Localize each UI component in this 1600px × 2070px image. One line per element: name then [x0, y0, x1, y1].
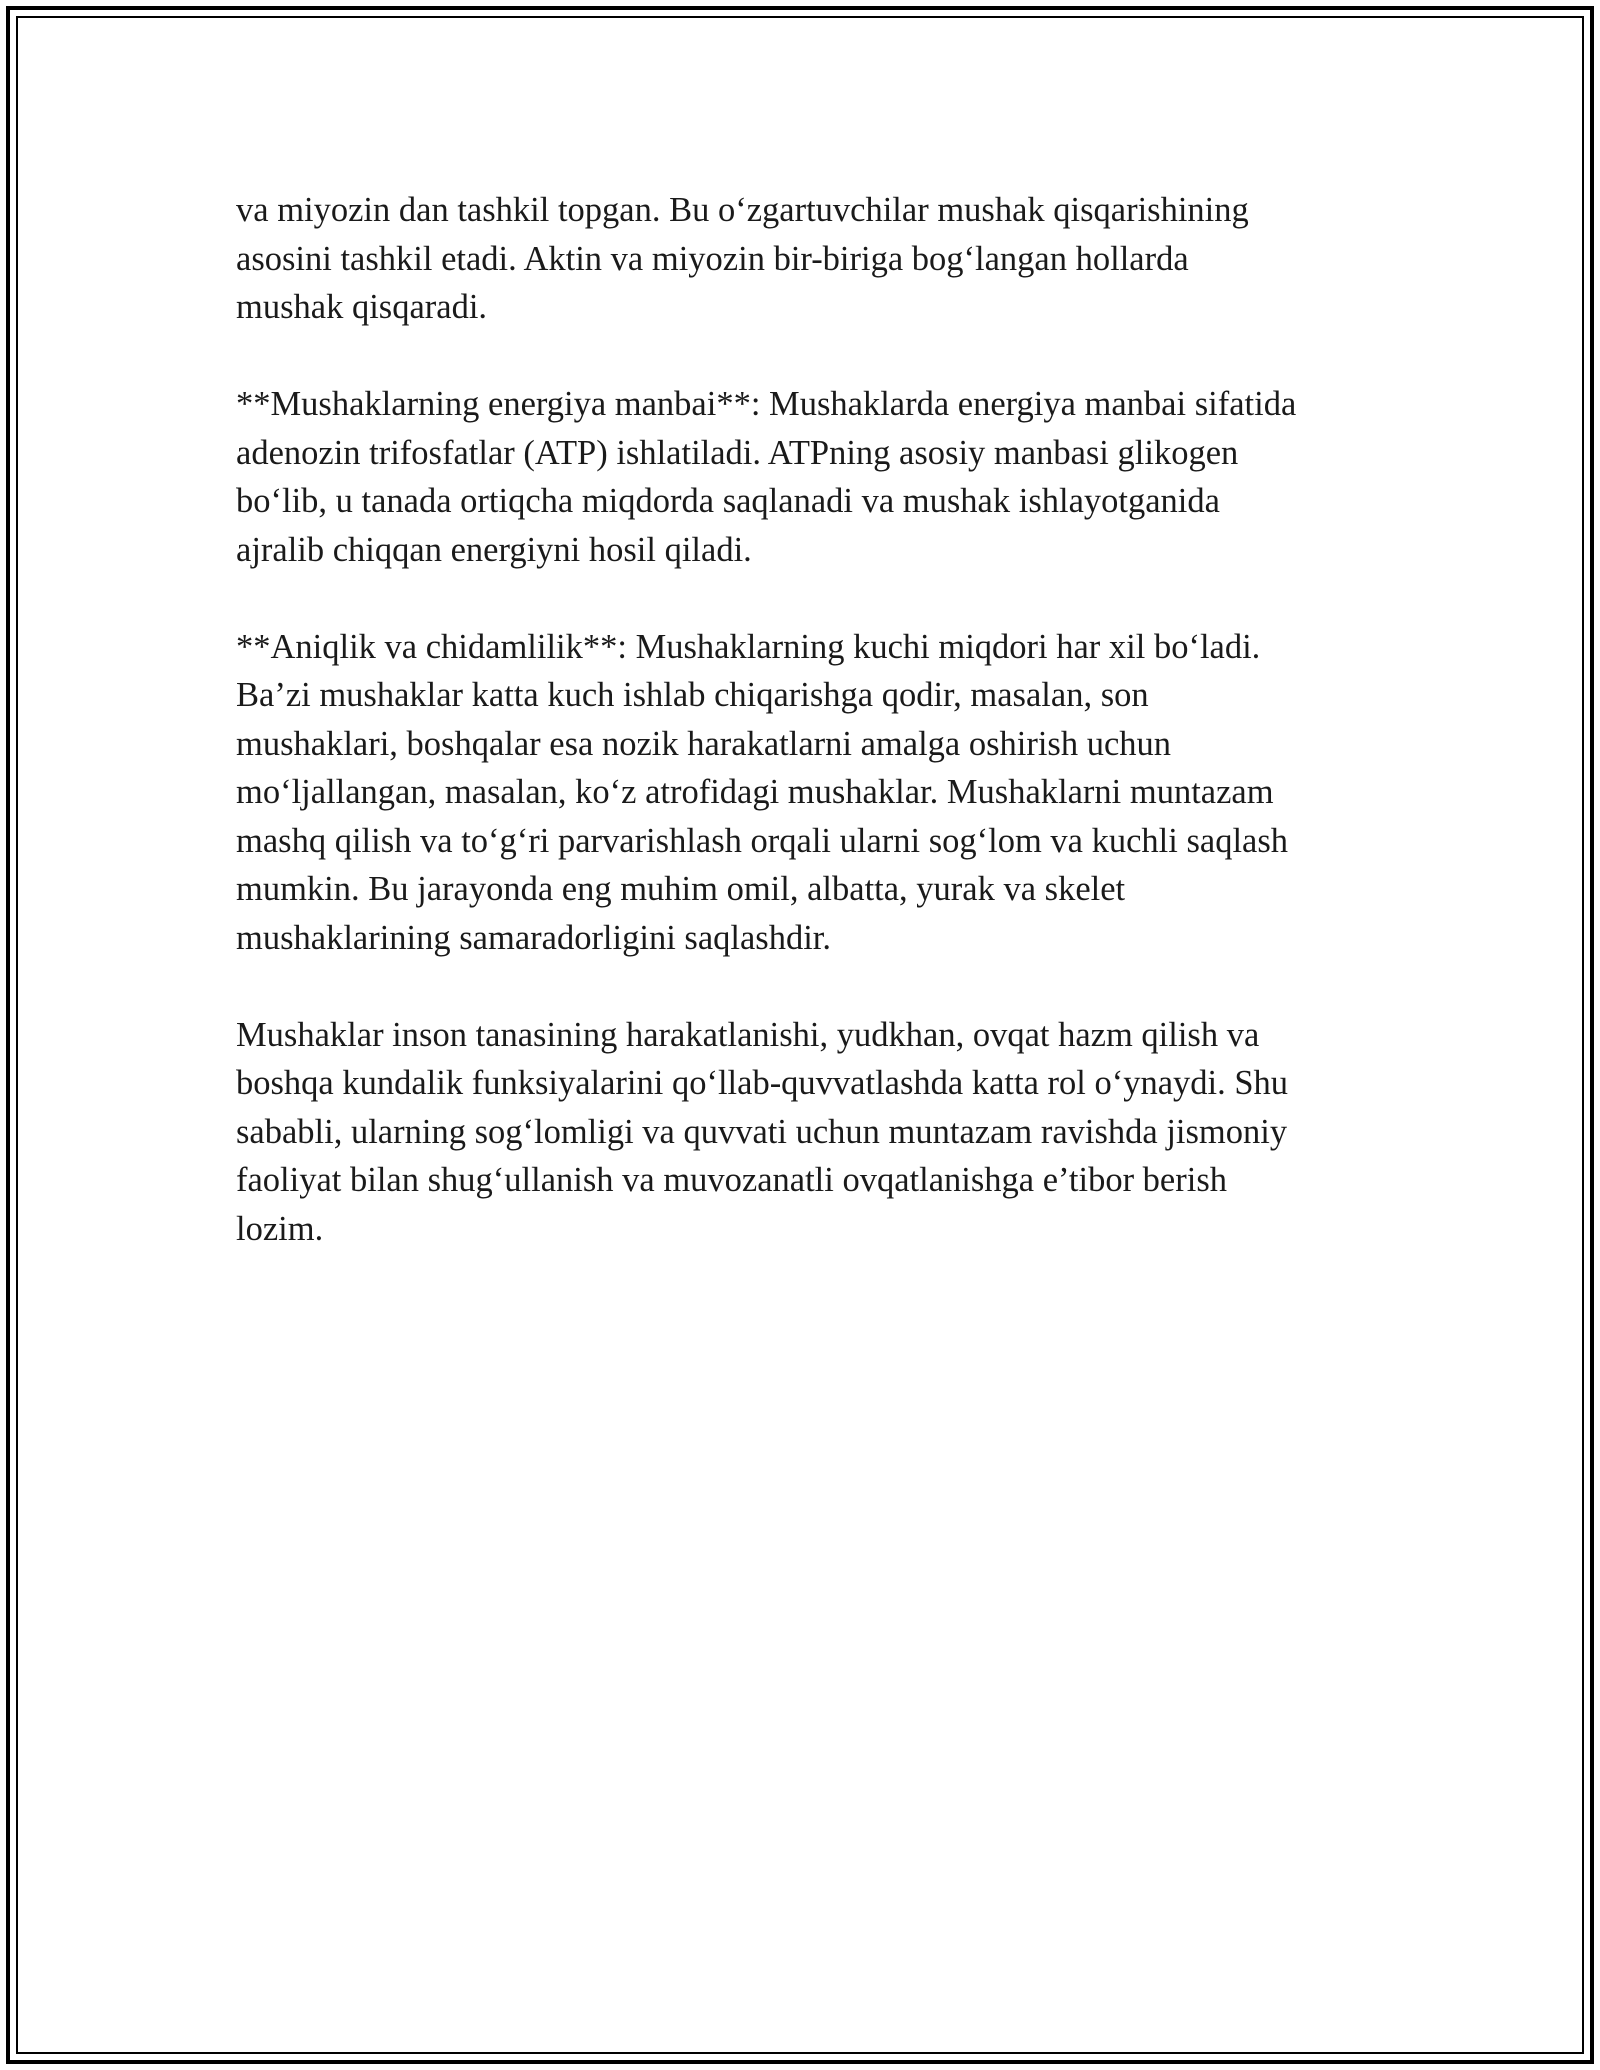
text-line: mushak qisqaradi.	[236, 288, 488, 326]
text-line: lozim.	[236, 1209, 324, 1248]
paragraph-conclusion	[236, 1011, 1376, 1254]
text-line: **Aniqlik va chidamlilik**: Mushaklarning kuchi miqdori har xil boʻladi.	[236, 627, 1261, 666]
text-line: asosini tashkil etadi. Aktin va miyozin bir-biriga bogʻlangan hollarda	[236, 239, 1189, 278]
text-line: boshqa kundalik funksiyalarini qoʻllab-quvvatlashda katta rol oʻynaydi. Shu	[236, 1064, 1289, 1102]
text-line: boʻlib, u tanada ortiqcha miqdorda saqlanadi va mushak ishlayotganida	[236, 482, 1220, 520]
text-line: moʻljallangan, masalan, koʻz atrofidagi mushaklar. Mushaklarni muntazam	[236, 773, 1274, 811]
text-line: **Mushaklarning energiya manbai**: Mushaklarda energiya manbai sifatida	[236, 385, 1297, 423]
text-line: Mushaklar inson tanasining harakatlanishi, yudkhan, ovqat hazm qilish va	[236, 1015, 1260, 1054]
text-line: va miyozin dan tashkil topgan. Bu oʻzgartuvchilar mushak qisqarishining	[236, 191, 1249, 229]
text-line: sababli, ularning sogʻlomligi va quvvati uchun muntazam ravishda jismoniy	[236, 1112, 1288, 1151]
text-line: mushaklari, boshqalar esa nozik harakatlarni amalga oshirish uchun	[236, 724, 1172, 763]
document-body	[236, 186, 1376, 1302]
text-line: mashq qilish va toʻgʻri parvarishlash orqali ularni sogʻlom va kuchli saqlash	[236, 821, 1289, 860]
paragraph-muscle-contraction	[236, 186, 1376, 332]
text-line: faoliyat bilan shugʻullanish va muvozanatli ovqatlanishga e’tibor berish	[236, 1161, 1227, 1199]
text-line: Ba’zi mushaklar katta kuch ishlab chiqarishga qodir, masalan, son	[236, 676, 1149, 714]
paragraph-energy-source	[236, 380, 1376, 574]
text-line: mushaklarining samaradorligini saqlashdir.	[236, 918, 832, 957]
paragraph-precision-endurance	[236, 623, 1376, 963]
text-line: mumkin. Bu jarayonda eng muhim omil, albatta, yurak va skelet	[236, 870, 1126, 908]
text-line: adenozin trifosfatlar (ATP) ishlatiladi. ATPning asosiy manbasi glikogen	[236, 433, 1239, 472]
text-line: ajralib chiqqan energiyni hosil qiladi.	[236, 530, 752, 569]
